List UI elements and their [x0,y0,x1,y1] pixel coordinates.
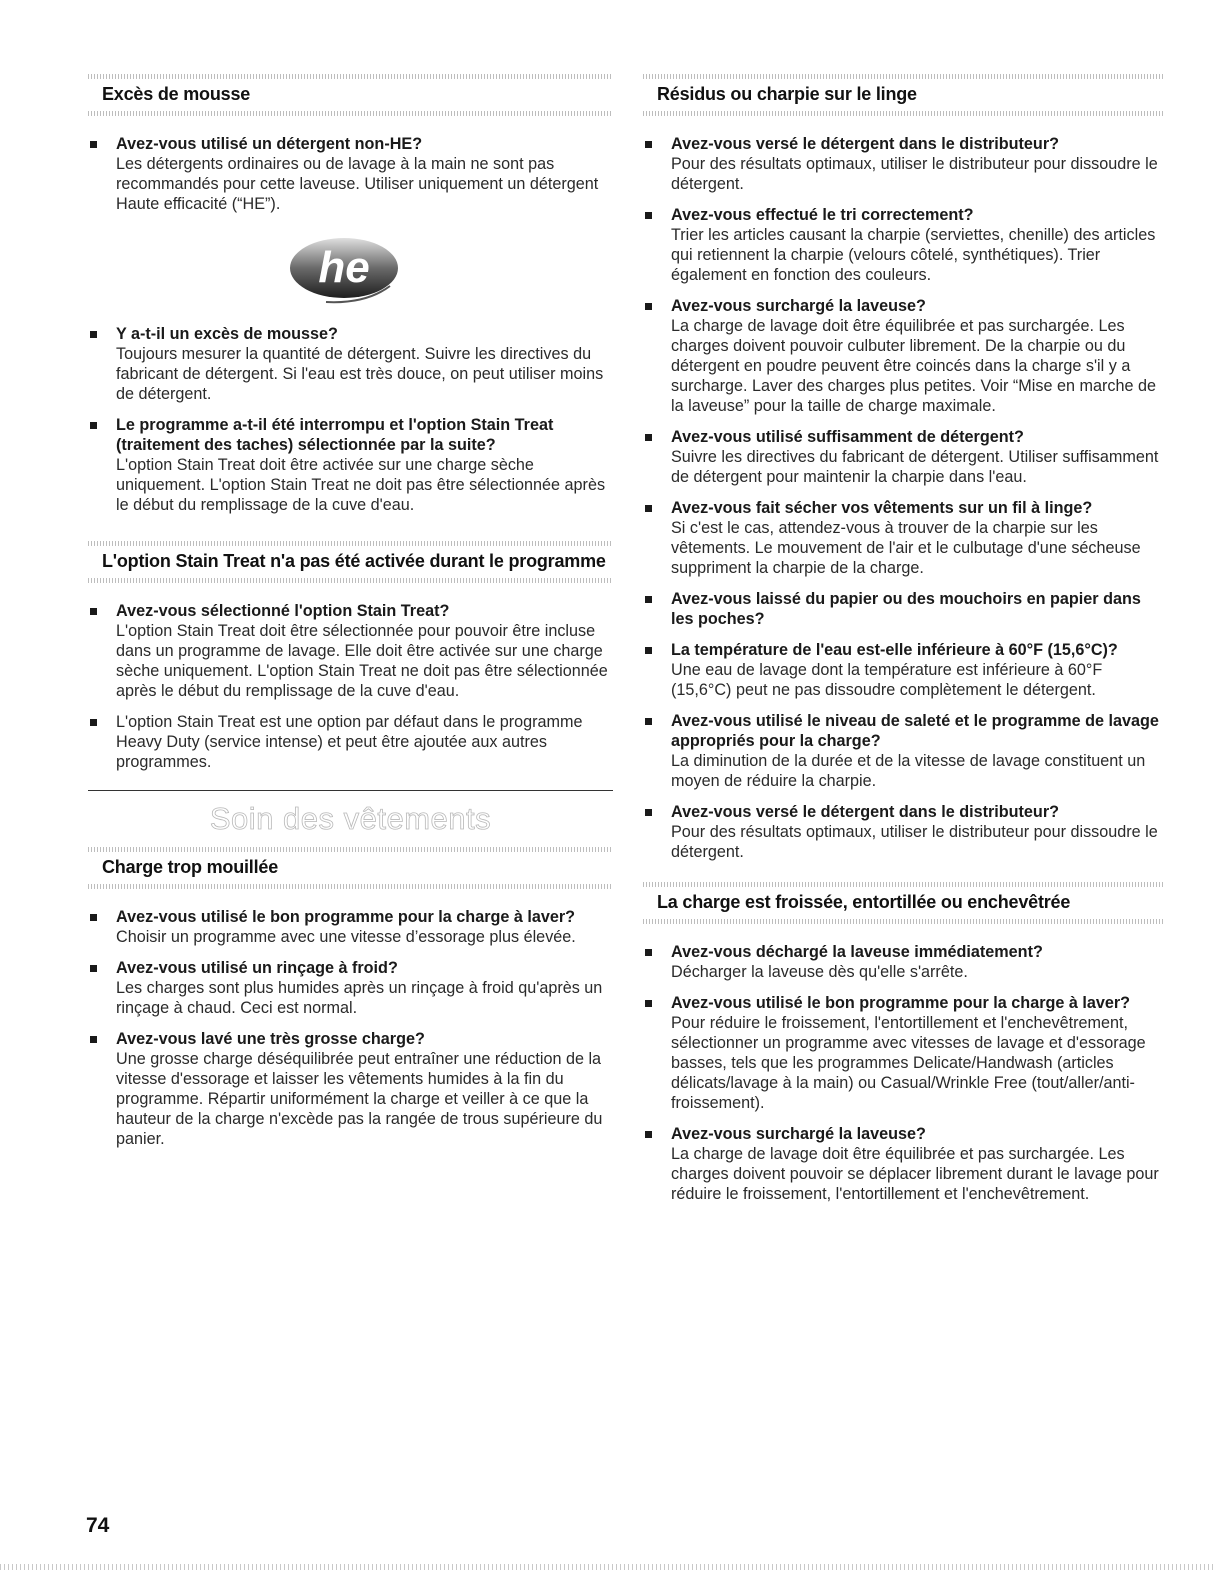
section-header-wet-load [88,843,613,893]
bullet-icon [645,809,652,816]
answer: Trier les articles causant la charpie (serviettes, chenille) des articles qui retiennent la charpie (velours côtelé, synthétiques). Trier également en fonction des couleurs. [671,226,1156,284]
bullet-icon [90,422,97,429]
bullet-icon [645,647,652,654]
section-header-title: Excès de mousse [102,84,251,104]
list-item [643,993,1163,1113]
question: Avez-vous utilisé le niveau de saleté et le programme de lavage appropriés pour la charge? [671,712,1159,750]
divider [88,790,613,791]
answer: Les détergents ordinaires ou de lavage à la main ne sont pas recommandés pour cette laveuse. Utiliser uniquement un détergent Haute efficacité (“HE”). [116,155,599,213]
list-item [88,415,613,515]
question: Avez-vous déchargé la laveuse immédiatement? [671,943,1043,961]
question: Avez-vous lavé une très grosse charge? [116,1030,425,1048]
answer: Pour réduire le froissement, l'entortillement et l'enchevêtrement, sélectionner un programme avec vitesses de lavage et d'essorage basses, tels que les programmes Delicate/Handwash (articles délicats/lavage à la main) ou Casual/Wrinkle Free (tout/aller/anti-froissement). [671,1014,1146,1112]
bullet-icon [90,1036,97,1043]
answer: Une eau de lavage dont la température est inférieure à 60°F (15,6°C) peut ne pas dissoudre complètement le détergent. [671,661,1103,699]
list-item [643,498,1163,578]
question: Avez-vous utilisé un rinçage à froid? [116,959,398,977]
question: Avez-vous surchargé la laveuse? [671,297,926,315]
right-column [643,70,1163,1215]
section-header-title: La charge est froissée, entortillée ou enchevêtrée [657,892,1071,912]
bullet-icon [90,141,97,148]
page-number: 74 [86,1514,110,1537]
he-logo [88,230,613,310]
section-header-residue [643,70,1163,120]
bullet-icon [645,718,652,725]
list-item [88,134,613,214]
question: Avez-vous sélectionné l'option Stain Treat? [116,602,450,620]
bullet-icon [90,914,97,921]
bullet-icon [645,596,652,603]
list-item [88,712,613,772]
bullet-icon [645,949,652,956]
question: Avez-vous surchargé la laveuse? [671,1125,926,1143]
he-logo-text: he [318,243,370,292]
section-header-title: L'option Stain Treat n'a pas été activée durant le programme [102,551,606,571]
answer: Si c'est le cas, attendez-vous à trouver de la charpie sur les vêtements. Le mouvement de l'air et le culbutage d'une sécheuse suppriment la charpie de la charge. [671,519,1141,577]
answer: La diminution de la durée et de la vitesse de lavage constituent un moyen de réduire la charpie. [671,752,1146,790]
answer: Choisir un programme avec une vitesse d’essorage plus élevée. [116,928,576,946]
list-item [88,601,613,701]
bullet-icon [645,1000,652,1007]
answer: L'option Stain Treat doit être activée sur une charge sèche uniquement. L'option Stain Treat ne doit pas être sélectionnée après le début du remplissage de la cuve d'eau. [116,456,606,514]
left-column [88,70,613,1160]
answer: Pour des résultats optimaux, utiliser le distributeur pour dissoudre le détergent. [671,823,1158,861]
list-item [88,907,613,947]
question: Avez-vous laissé du papier ou des mouchoirs en papier dans les poches? [671,590,1141,628]
he-logo-icon [286,230,402,310]
list-item [643,711,1163,791]
list-item [643,296,1163,416]
bullet-icon [645,1131,652,1138]
list-item [88,958,613,1018]
answer: Toujours mesurer la quantité de détergent. Suivre les directives du fabricant de détergent. Si l'eau est très douce, on peut utiliser moins de détergent. [116,345,604,403]
bullet-icon [645,212,652,219]
question: Avez-vous utilisé suffisamment de détergent? [671,428,1024,446]
section-header-stain-treat [88,537,613,587]
answer: La charge de lavage doit être équilibrée et pas surchargée. Les charges doivent pouvoir se déplacer librement durant le lavage pour réduire le froissement, l'entortillement et l'enchevêtrement. [671,1145,1159,1203]
bullet-icon [90,719,97,726]
bullet-icon [645,505,652,512]
bullet-icon [90,608,97,615]
section-header-wrinkled [643,878,1163,928]
answer: Les charges sont plus humides après un rinçage à froid qu'après un rinçage à chaud. Ceci est normal. [116,979,603,1017]
chapter-title: Soin des vêtements [209,801,492,836]
list-item [643,205,1163,285]
bullet-icon [90,331,97,338]
question: La température de l'eau est-elle inférieure à 60°F (15,6°C)? [671,641,1118,659]
question: Avez-vous effectué le tri correctement? [671,206,974,224]
list-item [88,324,613,404]
list-item [643,134,1163,194]
list-item [643,942,1163,982]
answer: L'option Stain Treat doit être sélectionnée pour pouvoir être incluse dans un programme de lavage. Elle doit être activée sur une charge sèche uniquement. L'option Stain Treat ne doit pas être sélectionnée après le début du remplissage de la cuve d'eau. [116,622,608,700]
list-item [643,640,1163,700]
list-item [643,427,1163,487]
bullet-icon [90,965,97,972]
question: Avez-vous fait sécher vos vêtements sur un fil à linge? [671,499,1093,517]
list-item [643,802,1163,862]
list-item [88,1029,613,1149]
question: Avez-vous utilisé le bon programme pour la charge à laver? [671,994,1131,1012]
bullet-icon [645,141,652,148]
question: Le programme a-t-il été interrompu et l'option Stain Treat (traitement des taches) sélectionnée par la suite? [116,416,554,454]
answer: La charge de lavage doit être équilibrée et pas surchargée. Les charges doivent pouvoir culbuter librement. De la charpie ou du détergent en poudre peuvent être coincés dans la charge s'il y a surcharge. Laver des charges plus petites. Voir “Mise en marche de la laveuse” pour la taille de charge maximale. [671,317,1156,415]
answer: Décharger la laveuse dès qu'elle s'arrête. [671,963,968,981]
answer: Pour des résultats optimaux, utiliser le distributeur pour dissoudre le détergent. [671,155,1158,193]
question: Y a-t-il un excès de mousse? [116,325,338,343]
section-header-excess-foam [88,70,613,120]
bullet-icon [645,434,652,441]
question: Avez-vous versé le détergent dans le distributeur? [671,803,1060,821]
bottom-scan-band [0,1564,1213,1570]
answer: L'option Stain Treat est une option par défaut dans le programme Heavy Duty (service intense) et peut être ajoutée aux autres programmes. [116,713,583,771]
question: Avez-vous utilisé le bon programme pour la charge à laver? [116,908,576,926]
question: Avez-vous versé le détergent dans le distributeur? [671,135,1060,153]
answer: Une grosse charge déséquilibrée peut entraîner une réduction de la vitesse d'essorage et laisser les vêtements humides à la fin du programme. Répartir uniformément la charge et veiller à ce que la hauteur de la charge n'excède pas la rangée de trous supérieure du panier. [116,1050,603,1148]
section-header-title: Charge trop mouillée [102,857,279,877]
list-item [643,1124,1163,1204]
answer: Suivre les directives du fabricant de détergent. Utiliser suffisamment de détergent pour maintenir la charpie dans l'eau. [671,448,1159,486]
list-item [643,589,1163,629]
bullet-icon [645,303,652,310]
section-header-title: Résidus ou charpie sur le linge [657,84,917,104]
question: Avez-vous utilisé un détergent non-HE? [116,135,423,153]
